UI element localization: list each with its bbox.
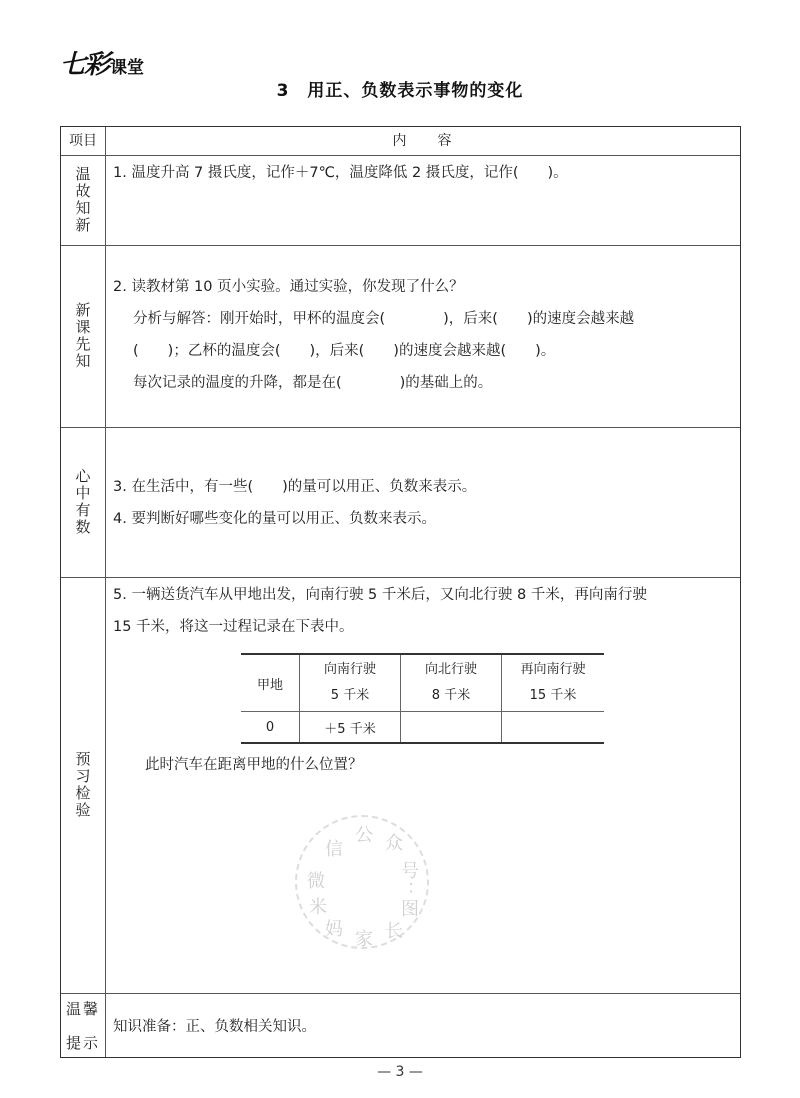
table-header-cell: 再向南行驶 15 千米: [502, 654, 605, 712]
table-row: [241, 712, 604, 744]
section-tips-content: [113, 1011, 732, 1043]
table-row: [241, 654, 604, 712]
table-header-cell: 向北行驶 8 千米: [401, 654, 502, 712]
section-check-content: [113, 579, 732, 643]
row-divider: [61, 427, 740, 428]
table-header-cell: 甲地: [241, 654, 300, 712]
question-4: 4. 要判断好哪些变化的量可以用正、负数来表示。: [113, 511, 436, 527]
analysis-line-3: 每次记录的温度的升降，都是在( )的基础上的。: [133, 375, 493, 391]
table-cell: [502, 712, 605, 744]
section-key-points-content: [113, 471, 732, 535]
question-2: 2. 读教材第 10 页小实验。通过实验，你发现了什么？: [113, 279, 464, 295]
brand-script: 七彩: [60, 50, 109, 80]
row-divider: [61, 577, 740, 578]
question-5-prompt: 此时汽车在距离甲地的什么位置？: [145, 757, 363, 773]
table-header-cell: 向南行驶 5 千米: [300, 654, 401, 712]
header-item: 项目: [69, 133, 97, 149]
section-label-tips: 温馨 提示: [65, 1000, 100, 1052]
table-cell: 0: [241, 712, 300, 744]
question-5-line-2: 15 千米，将这一过程记录在下表中。: [113, 619, 354, 635]
row-divider: [61, 993, 740, 994]
row-divider: [61, 155, 740, 156]
column-divider: [105, 127, 106, 1057]
question-3: 3. 在生活中，有一些( )的量可以用正、负数来表示。: [113, 479, 477, 495]
tip-text: 知识准备：正、负数相关知识。: [113, 1019, 316, 1035]
table-cell: ＋5 千米: [300, 712, 401, 744]
section-label-check: 预习检验: [73, 751, 92, 819]
brand-ketang: 课堂: [110, 58, 145, 78]
section-review-content: [113, 157, 732, 189]
analysis-line-2: ( )；乙杯的温度会( )，后来( )的速度会越来越( )。: [133, 343, 556, 359]
section-label-preview: 新课先知: [73, 302, 92, 370]
header-content: 内 容: [392, 133, 453, 149]
section-label-review: 温故知新: [73, 166, 92, 234]
page-title: 3 用正、负数表示事物的变化: [276, 81, 524, 101]
section-label-key-points: 心中有数: [73, 468, 92, 536]
record-table: [241, 653, 604, 744]
page-number: — 3 —: [377, 1064, 423, 1080]
question-1: 1. 温度升高 7 摄氏度，记作＋7℃，温度降低 2 摄氏度，记作( )。: [113, 165, 568, 181]
table-cell: [401, 712, 502, 744]
lesson-frame: [60, 126, 741, 1058]
row-divider: [61, 245, 740, 246]
watermark-seal: 微 信 公 众 号 ： 图 长 家 妈 米: [295, 815, 429, 949]
analysis-line-1: 分析与解答：刚开始时，甲杯的温度会( )，后来( )的速度会越来越: [133, 311, 635, 327]
question-5-line-1: 5. 一辆送货汽车从甲地出发，向南行驶 5 千米后，又向北行驶 8 千米，再向南行驶: [113, 587, 647, 603]
section-preview-content: [113, 271, 732, 399]
